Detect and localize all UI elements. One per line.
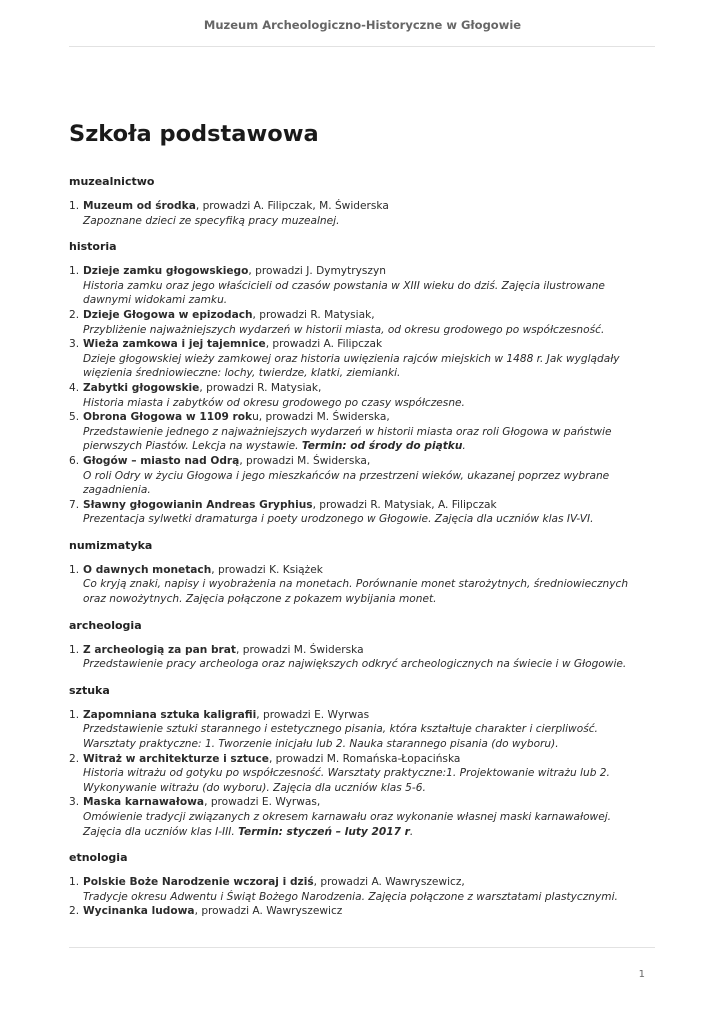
item-title: O dawnych monetach xyxy=(83,563,212,576)
item-leader: , prowadzi R. Matysiak, xyxy=(199,381,322,394)
list-item xyxy=(69,199,649,228)
section-etnologia xyxy=(69,851,649,919)
sections-container xyxy=(69,175,649,919)
item-title: Polskie Boże Narodzenie wczoraj i dziś xyxy=(83,876,314,889)
item-leader: , prowadzi R. Matysiak, xyxy=(252,308,375,321)
item-description-text: Przedstawienie pracy archeologa oraz największych odkryć archeologicznych na świecie i w Głogowie. xyxy=(83,658,627,671)
list-item xyxy=(69,563,649,607)
item-leader: , prowadzi A. Wawryszewicz, xyxy=(313,876,465,889)
item-description xyxy=(83,512,649,527)
section-sztuka xyxy=(69,684,649,839)
item-description xyxy=(83,323,649,338)
item-number: 2. xyxy=(69,308,80,321)
item-title: Maska karnawałowa xyxy=(83,796,205,809)
item-term: Termin: styczeń – luty 2017 r xyxy=(238,825,410,838)
item-description-text: Przedstawienie jednego z najważniejszych wydarzeń w historii miasta oraz roli Głogowa w państwie pierwszych Piastów. Lekcja na wystawie. xyxy=(83,425,612,453)
list-item xyxy=(69,795,649,839)
header-divider xyxy=(69,46,655,47)
item-title: Zapomniana sztuka kaligrafii xyxy=(83,708,257,721)
item-title: Witraż w architekturze i sztuce xyxy=(83,752,269,765)
item-number: 2. xyxy=(69,752,80,765)
footer-divider xyxy=(69,947,655,948)
item-description xyxy=(83,214,649,229)
item-description xyxy=(83,352,649,381)
item-leader: , prowadzi A. Wawryszewicz xyxy=(194,905,343,918)
page-number: 1 xyxy=(638,969,645,980)
item-term: Termin: od środy do piątku xyxy=(301,440,463,453)
item-description-text: Omówienie tradycji związanych z okresem karnawału oraz wykonanie własnej maski karnawałowej. Zajęcia dla uczniów klas I-III. xyxy=(83,811,612,838)
page-header: Muzeum Archeologiczno-Historyczne w Głogowie xyxy=(203,18,522,32)
item-title: Muzeum od środka xyxy=(83,200,196,212)
item-title: Zabytki głogowskie xyxy=(83,381,200,394)
list-item xyxy=(69,904,649,919)
activity-list xyxy=(69,643,649,672)
item-leader: , prowadzi E. Wyrwas xyxy=(256,708,370,721)
section-muzealnictwo xyxy=(69,175,649,228)
item-title: Wycinanka ludowa xyxy=(83,905,195,918)
item-leader: , prowadzi M. Romańska-Łopacińska xyxy=(268,752,461,765)
item-description-text: Tradycje okresu Adwentu i Świąt Bożego Narodzenia. Zajęcia połączone z warsztatami plastycznymi. xyxy=(83,890,618,903)
item-description-text: Przedstawienie sztuki starannego i estetycznego pisania, która kształtuje charakter i cierpliwość. Warsztaty praktyczne: 1. Tworzenie inicjału lub 2. Nauka starannego pisania (do wyboru). xyxy=(83,723,598,751)
item-number: 7. xyxy=(69,498,80,511)
item-title: Dzieje Głogowa w epizodach xyxy=(83,308,253,321)
item-leader: , prowadzi E. Wyrwas, xyxy=(204,796,321,809)
item-description xyxy=(83,577,649,606)
section-archeologia xyxy=(69,619,649,672)
item-leader: , prowadzi R. Matysiak, A. Filipczak xyxy=(312,498,497,511)
activity-list xyxy=(69,563,649,607)
item-leader: , prowadzi M. Świderska xyxy=(235,643,364,656)
item-number: 2. xyxy=(69,905,80,918)
item-description xyxy=(83,469,649,498)
item-description-text: Historia witrażu od gotyku po współczesność. Warsztaty praktyczne:1. Projektowanie witrażu lub 2. Wykonywanie witrażu (do wyboru). Zajęcia dla uczniów klas 5-6. xyxy=(83,767,610,794)
item-number: 1. xyxy=(69,563,80,576)
item-number: 6. xyxy=(69,454,80,467)
item-description-text: Zapoznane dzieci ze specyfiką pracy muzealnej. xyxy=(83,214,340,227)
item-leader: u, prowadzi M. Świderska, xyxy=(252,411,390,424)
section-numizmatyka xyxy=(69,539,649,607)
item-number: 1. xyxy=(69,265,80,278)
list-item xyxy=(69,337,649,381)
item-description-text: Dzieje głogowskiej wieży zamkowej oraz historia uwięzienia rajców miejskich w 1488 r. Jak wyglądały więzienia średniowieczne: lochy, twierdze, klatki, ziemianki. xyxy=(83,352,620,380)
activity-list xyxy=(69,875,649,919)
item-description xyxy=(83,766,649,795)
item-leader: , prowadzi J. Dymytryszyn xyxy=(248,265,386,278)
item-description xyxy=(83,722,649,751)
list-item xyxy=(69,498,649,527)
item-number: 4. xyxy=(69,381,80,394)
item-number: 1. xyxy=(69,200,80,212)
item-description xyxy=(83,396,649,411)
item-description xyxy=(83,425,649,454)
item-description-text: Historia miasta i zabytków od okresu grodowego po czasy współczesne. xyxy=(83,396,465,409)
item-leader: , prowadzi A. Filipczak xyxy=(265,338,383,351)
item-description xyxy=(83,657,649,672)
section-title: etnologia xyxy=(69,851,128,865)
section-historia xyxy=(69,240,649,527)
item-number: 3. xyxy=(69,338,80,351)
item-title: Sławny głogowianin Andreas Gryphius xyxy=(83,498,313,511)
item-title: Obrona Głogowa w 1109 rok xyxy=(83,411,253,424)
item-description-end: . xyxy=(409,825,414,838)
list-item xyxy=(69,381,649,410)
item-description xyxy=(83,810,649,839)
activity-list xyxy=(69,708,649,839)
section-title: sztuka xyxy=(69,683,110,697)
list-item xyxy=(69,454,649,498)
section-title: historia xyxy=(69,240,117,254)
item-description xyxy=(83,279,649,308)
item-title: Z archeologią za pan brat xyxy=(83,643,236,656)
list-item xyxy=(69,264,649,308)
item-description-text: O roli Odry w życiu Głogowa i jego mieszkańców na przestrzeni wieków, ukazanej poprzez wybrane zagadnienia. xyxy=(83,469,610,497)
activity-list xyxy=(69,199,649,228)
page-title: Szkoła podstawowa xyxy=(69,121,319,147)
item-number: 1. xyxy=(69,643,80,656)
item-number: 1. xyxy=(69,876,80,889)
section-title: archeologia xyxy=(69,618,142,632)
item-leader: , prowadzi M. Świderska, xyxy=(239,454,371,467)
list-item xyxy=(69,708,649,752)
list-item xyxy=(69,308,649,337)
item-title: Dzieje zamku głogowskiego xyxy=(83,265,249,278)
item-description-text: Historia zamku oraz jego właścicieli od czasów powstania w XIII wieku do dziś. Zajęcia ilustrowane dawnymi widokami zamku. xyxy=(83,279,605,307)
item-number: 5. xyxy=(69,411,80,424)
section-title: muzealnictwo xyxy=(69,175,155,188)
item-description-text: Co kryją znaki, napisy i wyobrażenia na monetach. Porównanie monet starożytnych, średniowiecznych oraz nowożytnych. Zajęcia połączone z pokazem wybijania monet. xyxy=(83,578,629,606)
item-number: 3. xyxy=(69,796,80,809)
item-leader: , prowadzi K. Książek xyxy=(211,563,323,576)
list-item xyxy=(69,410,649,454)
document-body xyxy=(69,118,649,931)
item-description-end: . xyxy=(462,440,466,453)
item-description-text: Przybliżenie najważniejszych wydarzeń w historii miasta, od okresu grodowego po współczesność. xyxy=(83,323,605,336)
item-title: Wieża zamkowa i jej tajemnice xyxy=(83,338,266,351)
item-title: Głogów – miasto nad Odrą xyxy=(83,454,240,467)
activity-list xyxy=(69,264,649,527)
item-description xyxy=(83,890,649,905)
list-item xyxy=(69,875,649,904)
list-item xyxy=(69,643,649,672)
item-number: 1. xyxy=(69,708,80,721)
item-leader: , prowadzi A. Filipczak, M. Świderska xyxy=(195,200,389,212)
section-title: numizmatyka xyxy=(69,538,153,552)
list-item xyxy=(69,752,649,796)
item-description-text: Prezentacja sylwetki dramaturga i poety urodzonego w Głogowie. Zajęcia dla uczniów klas IV-VI. xyxy=(83,513,594,526)
